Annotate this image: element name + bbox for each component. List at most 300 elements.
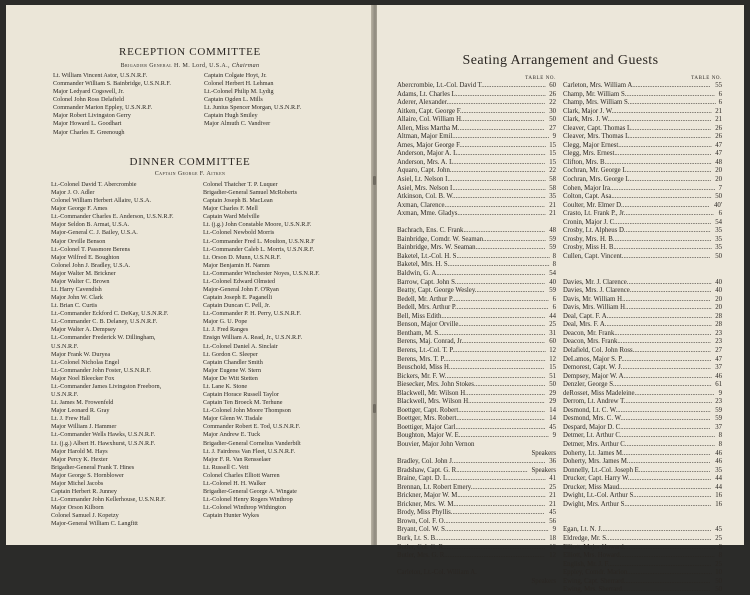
guest-entry: [397, 535, 556, 544]
guest-entry: [397, 287, 556, 296]
guest-name: Detmer, Lt. Arthur C........................................................: [563, 432, 716, 440]
table-number: 55: [715, 82, 722, 89]
guest-name: Cronin, Major J. C.........................................................: [563, 218, 712, 226]
guest-entry: [563, 227, 722, 236]
guest-name: Clifton, Mrs. B...............................................................: [563, 158, 712, 166]
committee-member: Major Charles E. Greenough: [53, 128, 125, 136]
table-number: 35: [715, 466, 722, 474]
staple-top: [373, 176, 376, 185]
guest-name: Donnelly, Lt.-Col. Joseph E..........................................: [563, 466, 711, 474]
guest-entry: [563, 176, 722, 185]
committee-member: Lt.-Colonel Newbold Morris: [203, 229, 275, 237]
table-number: 23: [715, 329, 722, 337]
table-number: 8: [718, 543, 722, 551]
committee-member: Major-General William C. Langfitt: [51, 520, 138, 528]
guest-name: Bouvier, Major John Vernon: [397, 440, 475, 448]
committee-member: Lt. J. Fred Ranges: [203, 326, 249, 334]
committee-member: Lt. James M. Frowenfeld: [51, 399, 114, 407]
table-number: 40: [715, 278, 722, 286]
table-number: 18: [549, 534, 556, 542]
committee-member: Lt.-Colonel Henry Rogers Winthrop: [203, 496, 293, 504]
committee-member: Lt.-Colonel Philip M. Lydig: [204, 88, 274, 96]
table-number: 21: [715, 107, 722, 115]
guest-name: Bradley, Col. John J.......................................................: [397, 458, 546, 466]
guest-name: Boettiger, Major Carl.....................................................: [397, 423, 546, 431]
reception-committee-heading: RECEPTION COMMITTEE: [119, 46, 261, 58]
guest-name: Axman, Mme. Gladys....................................................: [397, 210, 546, 218]
guest-name: deRosset, Miss Madeleine...............................................: [563, 389, 715, 397]
guest-name: Aderer, Alexander..........................................................: [397, 99, 546, 107]
dinner-members-right: [203, 181, 320, 520]
guest-name: Davies, Mr. J. Clarence..................................................: [563, 278, 712, 286]
committee-member: Major Walter M. Brickner: [51, 269, 116, 277]
committee-member: Colonel John Ross Delafield: [53, 96, 124, 104]
committee-member: Lt. Orson D. Munn, U.S.N.R.F.: [203, 253, 281, 261]
committee-member: Captain Duncan C. Pell, Jr.: [203, 302, 271, 310]
guest-name: Crasto, Lt. Frank P., Jr.....................................................: [563, 210, 714, 218]
guest-name: Bainbridge, Mrs. W. Seaman.........................................: [397, 244, 546, 252]
guest-entry: [397, 526, 556, 535]
guest-name: Champ, Mr. William S.....................................................: [563, 90, 715, 98]
guest-entry: [397, 159, 556, 168]
table-number: 31: [549, 329, 556, 337]
reception-chair-name: H. M. Lord, U.S.A.,: [174, 63, 232, 69]
committee-member: Major-General C. J. Bailey, U.S.A.: [51, 229, 138, 237]
committee-member: Major Benjamin H. Namm: [203, 261, 270, 269]
guest-entry: [563, 304, 722, 313]
table-number: 12: [549, 552, 556, 560]
guest-entry: [397, 253, 556, 262]
guest-name: Demorest, Capt. W. J.....................................................: [563, 364, 711, 372]
dinner-members-left: [51, 181, 174, 528]
table-number: 56: [549, 517, 556, 525]
guest-entry: [397, 176, 556, 185]
committee-member: Major Frank W. Duryea: [51, 350, 111, 358]
committee-member: Lt.-Commander Frederick W. Dillingham,: [51, 334, 156, 342]
committee-member: Major George F. Ames: [51, 205, 108, 213]
guest-entry: [563, 279, 722, 288]
guest-entry: [397, 492, 556, 501]
guest-name: Cohen, Major Ira..............................................................: [563, 184, 716, 192]
table-number: 41: [549, 475, 556, 483]
table-number: 46: [715, 372, 722, 380]
table-number: 15: [549, 141, 556, 149]
committee-member: Lt.-Commander John Kellerhouse, U.S.N.R.F.: [51, 496, 166, 504]
table-number: 44: [715, 475, 722, 483]
table-number: 59: [549, 235, 556, 243]
guest-name: Aitken, Capt. George F..................................................: [397, 107, 545, 115]
committee-member: Lt. Gordon C. Sleeper: [203, 350, 258, 358]
table-number: 23: [715, 338, 722, 346]
committee-member: Major Ledyard Cogswell, Jr.: [53, 88, 124, 96]
table-number: 12: [549, 543, 556, 551]
committee-member: Lt. (j.g.) John Constable Moore, U.S.N.R.F.: [203, 221, 312, 229]
guest-name: Derrom, Lt. Andrew T....................................................: [563, 398, 713, 406]
guest-name: Anderson, Mrs. A. L......................................................: [397, 158, 546, 166]
committee-member: Colonel John J. Bradley, U.S.A.: [51, 261, 131, 269]
table-number: 20: [715, 304, 722, 312]
guest-name: Crosby, Lt. Alpheus D...................................................: [563, 227, 711, 235]
guest-entry: [397, 544, 556, 553]
committee-member: Brigadier-General Frank T. Hines: [51, 463, 135, 471]
guest-entry: [397, 91, 556, 100]
guest-name: Bedell, Mrs. Arthur P.......................................................: [397, 304, 549, 312]
committee-member: Lt.-Commander James Livingston Freeborn,: [51, 382, 162, 390]
guest-name: Brickner, Mrs. W. M......................................................: [397, 500, 546, 508]
guest-name: Deacon, Mr. Frank.........................................................: [563, 329, 712, 337]
guest-entry: [563, 398, 722, 407]
reception-members-right: [204, 72, 301, 129]
guest-entry: [397, 475, 556, 484]
guest-entry: [397, 99, 556, 108]
table-number: 20: [715, 176, 722, 184]
table-number: 60: [549, 338, 556, 346]
table-number: 25: [715, 534, 722, 542]
table-number: 40: [715, 287, 722, 295]
guest-entry: [397, 313, 556, 322]
table-number: 29: [549, 398, 556, 406]
reception-members-left: [53, 72, 171, 137]
guest-name: Elliott, Mrs. Howard........................................................: [563, 552, 715, 560]
guest-name: Bickers, Mr. F. W...........................................................: [397, 372, 546, 380]
table-number: 15: [549, 158, 556, 166]
table-number: 35: [715, 244, 722, 252]
guest-entry: [563, 373, 722, 382]
guest-name: Boettger, Capt. Robert...................................................: [397, 406, 545, 414]
guest-entry: [397, 578, 556, 587]
table-number: 9: [718, 389, 722, 397]
committee-member: Major Leonard R. Gray: [51, 407, 110, 415]
guest-name: Allaire, Col. William H.................................................: [397, 116, 545, 124]
guest-entry: [563, 202, 722, 211]
table-number: 50: [715, 577, 722, 585]
table-number: 50: [715, 193, 722, 201]
guest-entry: [563, 338, 722, 347]
guest-entry: [397, 150, 556, 159]
guest-name: Berens, Lt.-Col. T. P.......................................................: [397, 346, 546, 354]
committee-member: Lt.-Colonel H. H. Walker: [203, 479, 266, 487]
guest-name: Asiel, Mrs. Nelson I.......................................................: [397, 184, 546, 192]
table-number: 21: [549, 500, 556, 508]
guest-name: Baldwin, G. A................................................................: [397, 270, 546, 278]
committee-member: Lt.-Colonel Edward Olmsted: [203, 277, 276, 285]
guest-entry: [563, 381, 722, 390]
committee-member: Lt. William Vincent Astor, U.S.N.R.F.: [53, 72, 148, 79]
table-number: 59: [715, 406, 722, 414]
guest-entry: [397, 501, 556, 510]
guest-entry: [397, 244, 556, 253]
guest-name: Despard, Major D. C.....................................................: [563, 423, 711, 431]
table-number: 25: [549, 321, 556, 329]
committee-member: Captain Joseph B. MacLean: [203, 197, 273, 205]
guest-name: Bradshaw, Capt. G. R..........................................: [397, 466, 528, 474]
guest-entry: [563, 261, 722, 270]
guest-entry: [563, 569, 722, 578]
guest-entry: [563, 287, 722, 296]
guest-name: Carleton, Mrs. William A..............................................: [563, 82, 711, 89]
table-number: 27: [549, 124, 556, 132]
guest-name: Egan, Lt. N. J.................................................................: [563, 526, 712, 534]
committee-member: Major Orville Benson: [51, 237, 106, 245]
guest-entry: [563, 270, 722, 279]
committee-member: Lt.-Commander P. H. Perry, U.S.N.R.F.: [203, 310, 301, 318]
committee-member: Captain Ogden L. Mills: [204, 96, 263, 104]
committee-member: Lt. J. Frew Hall: [51, 415, 91, 423]
committee-member: Brigadier-General Samuel McRoberts: [203, 189, 298, 197]
committee-member: Commander William S. Bainbridge, U.S.N.R.F.: [53, 80, 171, 88]
committee-member: Captain Ward Melville: [203, 213, 260, 221]
guest-entry: [397, 441, 556, 450]
guest-entry: [397, 347, 556, 356]
guest-name: Doherty, Mrs. James M.................................................: [563, 458, 711, 466]
guest-name: Bell, Miss Edith.............................................................: [397, 312, 546, 320]
committee-member: Lt.-Commander C. B. Delaney, U.S.N.R.F.: [51, 318, 158, 326]
guest-entry: [563, 193, 722, 202]
dinner-chair-rank: Captain: [154, 171, 176, 177]
committee-member: Lt.-Colonel Nicholas Engel: [51, 358, 120, 366]
table-number: 25: [715, 560, 722, 568]
guest-name: Altman, Major Emil.........................................................: [397, 133, 550, 141]
guest-entry: [397, 82, 556, 91]
guest-entry: [563, 253, 722, 262]
table-number: 20: [715, 295, 722, 303]
guest-name: Abercrombie, Lt.-Col. David T......................................: [397, 82, 546, 89]
table-number: 23: [715, 398, 722, 406]
dinner-chair-line: [6, 171, 374, 177]
table-number: 10: [715, 569, 722, 577]
table-number: 60: [549, 82, 556, 89]
table-number: 51: [549, 372, 556, 380]
guest-name: Delafield, Col. John Ross..............................................: [563, 346, 711, 354]
table-number: 44: [715, 483, 722, 491]
guest-entry: [563, 108, 722, 117]
table-number: 54: [549, 270, 556, 278]
guest-name: Aquaro, Capt. John........................................................: [397, 167, 546, 175]
table-number: 37: [715, 364, 722, 372]
committee-member: Major Walter C. Brown: [51, 277, 110, 285]
committee-member: Lt.-Colonel Winthrop Withington: [203, 504, 286, 512]
guest-name: Eppley, Comdr. Marion..................................................: [563, 569, 713, 577]
table-number: 8: [718, 552, 722, 560]
guest-name: Boughton, Major W. E.....................................................: [397, 432, 549, 440]
guest-name: English, Mr. J. F.............................................................: [563, 560, 712, 568]
table-number: 22: [549, 99, 556, 107]
committee-member: Major G. U. Pope: [203, 318, 248, 326]
guest-entry: [563, 219, 722, 228]
guest-entry: [397, 108, 556, 117]
guest-entry: [397, 227, 556, 236]
guest-entry: [563, 535, 722, 544]
committee-member: Lt. Russell C. Veit: [203, 463, 249, 471]
guest-name: Brown, Col. F. O............................................................: [397, 517, 546, 525]
guest-name: Anderson, Major A. L....................................................: [397, 150, 546, 158]
guest-entry: [397, 518, 556, 527]
guest-name: Brickner, Major W. M....................................................: [397, 492, 546, 500]
table-number: 8: [718, 432, 722, 440]
table-number: Speakers: [531, 466, 556, 474]
guest-entry: [563, 296, 722, 305]
committee-member: Captain Joseph E. Paganelli: [203, 294, 273, 302]
table-number: 50: [715, 252, 722, 260]
guest-name: Detmer, Mrs. Arthur C.....................................................: [563, 440, 715, 448]
guest-entry: [397, 167, 556, 176]
guest-entry: [397, 125, 556, 134]
table-number: 28: [715, 321, 722, 329]
committee-member: Lt.-Commander Winchester Noyes, U.S.N.R.F.: [203, 269, 320, 277]
committee-member: Lt.-Colonel David T. Abercrombie: [51, 181, 137, 188]
table-number: 6: [718, 90, 722, 98]
guest-entry: [563, 150, 722, 159]
committee-member: Lt. Junius Spencer Morgan, U.S.N.R.F.: [204, 104, 302, 112]
table-number: 61: [715, 381, 722, 389]
guest-entry: [563, 578, 722, 587]
guest-entry: [563, 347, 722, 356]
committee-member: Captain Hunter Wykes: [203, 512, 260, 520]
guest-entry: [563, 91, 722, 100]
table-number: 12: [549, 346, 556, 354]
committee-member: Major George S. Hornblower: [51, 471, 124, 479]
guest-name: Berens, Mrs. T. P............................................................: [397, 355, 546, 363]
guest-name: Atkinson, Col. B. W.......................................................: [397, 193, 546, 201]
guest-name: DeLamos, Major S. P.....................................................: [563, 355, 712, 363]
table-number: 37: [715, 423, 722, 431]
table-number: 35: [549, 193, 556, 201]
committee-member: Captain Chandler Smith: [203, 358, 263, 366]
committee-member: Colonel Samuel J. Kopetzy: [51, 512, 119, 520]
guest-entry: [563, 484, 722, 493]
guest-entry: [563, 441, 722, 450]
guest-name: Adams, Lt. Charles L.....................................................: [397, 90, 546, 98]
table-number: 21: [549, 201, 556, 209]
guest-entry: [563, 544, 722, 553]
committee-member: Major Wilfred E. Boughton: [51, 253, 120, 261]
guest-name: Speakers: [531, 577, 556, 585]
seating-column-2: [563, 75, 722, 595]
guest-name: Baketel, Lt.-Col. H. S.......................................................: [397, 252, 550, 260]
guest-name: Clegg, Mrs. Ernest.........................................................: [563, 150, 712, 158]
committee-member: Major De Witt Stetten: [203, 374, 258, 382]
guest-entry: [397, 356, 556, 365]
table-number: 27: [715, 346, 722, 354]
committee-member: Major F. R. Van Rensselaer: [203, 455, 271, 463]
guest-name: Blackwell, Mrs. Wilson H.............................................: [397, 398, 545, 406]
guest-name: Cleaver, Capt. Thomas L...............................................: [563, 124, 711, 132]
guest-name: Beuschold, Miss H........................................................: [397, 364, 545, 372]
guest-entry: [397, 296, 556, 305]
committee-member: Major Robert Livingston Gerry: [53, 112, 131, 120]
committee-member: Lt.-Commander Fred L. Moulton, U.S.N.R.F: [203, 237, 315, 245]
guest-entry: [397, 193, 556, 202]
guest-name: Bachrach, Ens. C. Frank................................................: [397, 227, 546, 235]
table-number: 58: [549, 176, 556, 184]
guest-entry: [397, 133, 556, 142]
guest-entry: [563, 552, 722, 561]
committee-member: Major Michel Jacobs: [51, 479, 104, 487]
guest-name: Benson, Major Orville...................................................: [397, 321, 546, 329]
guest-entry: [563, 390, 722, 399]
dinner-chair-name: George F. Aitken: [177, 171, 226, 177]
guest-entry: [397, 116, 556, 125]
committee-member: Major Noel Bleecker Fox: [51, 374, 115, 382]
guest-name: Clark, Mrs. J. W.............................................................: [563, 116, 712, 124]
guest-name: Cochran, Mr. George L..................................................: [563, 167, 712, 175]
guest-entry: [563, 415, 722, 424]
guest-entry: [397, 185, 556, 194]
table-number: 48: [715, 158, 722, 166]
guest-entry: [397, 219, 556, 228]
guest-entry: [397, 569, 556, 578]
guest-name: Coulter, Mr. Elmer D....................................................: [563, 201, 710, 209]
seating-column-1: [397, 75, 556, 586]
guest-name: Drucker, Miss Maud......................................................: [563, 483, 711, 491]
committee-member: Captain Ten Broeck M. Terhune: [203, 399, 283, 407]
guest-entry: [563, 185, 722, 194]
table-number: 16: [715, 492, 722, 500]
table-number: 44: [549, 312, 556, 320]
committee-member: Captain Horace Russell Taylor: [203, 391, 279, 399]
table-number: 45: [715, 526, 722, 534]
committee-member: Lt.-Commander Caleb L. Morris, U.S.N.R.F.: [203, 245, 315, 253]
table-number: 8: [552, 252, 556, 260]
table-number: 45: [549, 509, 556, 517]
table-number: 15: [549, 150, 556, 158]
guest-name: Drucker, Capt. Harry W.................................................: [563, 475, 712, 483]
guest-entry: [397, 338, 556, 347]
guest-entry: [397, 415, 556, 424]
table-number: 26: [715, 124, 722, 132]
committee-member: Lt. Harry Cavendish: [51, 286, 102, 294]
guest-entry: [563, 321, 722, 330]
committee-member: Lt.-Colonel Daniel A. Sinclair: [203, 342, 278, 350]
committee-member: Major Orson Kilborn: [51, 504, 104, 512]
committee-member: Major John W. Clark: [51, 294, 103, 302]
table-number: 50: [715, 586, 722, 594]
table-number: 6: [552, 295, 556, 303]
guest-entry: [397, 467, 556, 476]
committee-member: Lt.-Colonel John Moore Thompson: [203, 407, 291, 415]
table-number: 30: [549, 107, 556, 115]
guest-name: Cleaver, Mrs. Thomas L................................................: [563, 133, 711, 141]
guest-name: Doherty, Lt. James M....................................................: [563, 449, 711, 457]
guest-name: Davis, Mr. William H....................................................: [563, 295, 711, 303]
guest-entry: [563, 450, 722, 459]
committee-member: Brigadier-General George A. Wingate: [203, 487, 297, 495]
table-number: 54: [715, 218, 722, 226]
guest-entry: [397, 398, 556, 407]
guest-name: Davies, Mrs. J. Clarence................................................: [563, 287, 712, 295]
guest-name: Desmond, Mrs. C. W.....................................................: [563, 415, 711, 423]
guest-entry: [397, 270, 556, 279]
committee-member: Major-General John F. O'Ryan: [203, 286, 279, 294]
table-number: 35: [715, 227, 722, 235]
table-number: 15: [549, 364, 556, 372]
guest-name: Speakers: [531, 449, 556, 457]
table-number: 26: [715, 133, 722, 141]
table-number: 47: [715, 150, 722, 158]
guest-entry: [563, 475, 722, 484]
guest-entry: [563, 509, 722, 518]
table-number: 36: [549, 458, 556, 466]
guest-name: Ewing, Capt. Sherrard...................................................: [563, 577, 711, 585]
guest-name: Elliott, Major Howard......................................................: [563, 543, 716, 551]
guest-entry: [397, 458, 556, 467]
guest-entry: [563, 167, 722, 176]
table-number: 14: [549, 415, 556, 423]
guest-entry: [563, 313, 722, 322]
committee-member: Brigadier-General Cornelius Vanderbilt: [203, 439, 301, 447]
guest-name: Eldredge, Mr. S..............................................................: [563, 534, 712, 542]
table-number: 9: [552, 432, 556, 440]
